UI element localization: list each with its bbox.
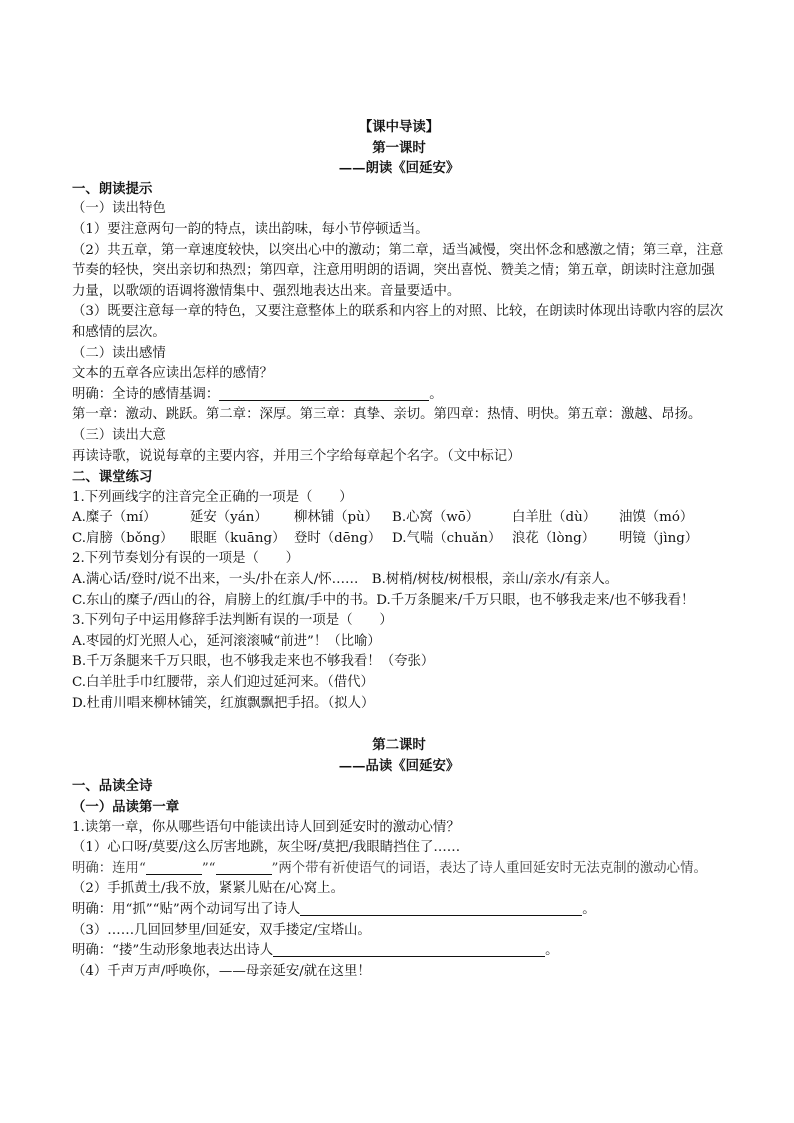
option: A.满心话/登时/说不出来，一头/扑在亲人/怀…… B.树梢/树枝/树根根，亲山/亲水/有亲人。 bbox=[72, 572, 619, 588]
document-page bbox=[72, 117, 726, 982]
option: 眼眶（kuāng） bbox=[190, 530, 286, 546]
answer-blank[interactable] bbox=[300, 900, 582, 916]
paragraph: 再读诗歌，说说每章的主要内容，并用三个字给每章起个名字。（文中标记） bbox=[72, 448, 521, 464]
option: C.肩膀（bǒng） bbox=[72, 530, 174, 546]
poem-line: （4）千声万声/呼唤你，——母亲延安/就在这里！ bbox=[72, 963, 371, 979]
lesson-title: 第二课时 bbox=[372, 737, 426, 754]
paragraph: （2）共五章，第一章速度较快，以突出心中的激动；第二章，适当减慢，突出怀念和感激之情；第三章，注意节奏的轻快，突出亲切和热烈；第四章，注意用明朗的语调，突出喜悦、赞美之情；第五章，朗读时注意加强力量，以歌颂的语调将激情集中、强烈地表达出来。音量要适中。 bbox=[72, 242, 724, 299]
option: 白羊肚（dù） bbox=[512, 510, 597, 526]
question: 2.下列节奏划分有误的一项是（ ） bbox=[72, 551, 300, 567]
poem-line: （2）手抓黄土/我不放，紧紧儿贴在/心窝上。 bbox=[72, 881, 344, 897]
option: 油馍（mó） bbox=[619, 510, 694, 526]
option: B.千万条腿来千万只眼，也不够我走来也不够我看！（夸张） bbox=[72, 654, 435, 670]
answer-blank[interactable] bbox=[216, 859, 272, 875]
answer-prefix: 明确：连用“ bbox=[72, 860, 146, 876]
option: D.气喘（chuǎn） bbox=[392, 530, 502, 546]
options-row bbox=[72, 508, 726, 529]
sub-heading: （一）品读第一章 bbox=[72, 799, 180, 815]
paragraph: （3）既要注意每一章的特色，又要注意整体上的联系和内容上的对照、比较，在朗读时体现出诗歌内容的层次和感情的层次。 bbox=[72, 304, 724, 340]
poem-line: （3）……几回回梦里/回延安，双手搂定/宝塔山。 bbox=[72, 922, 371, 938]
lesson-subtitle: ——朗读《回延安》 bbox=[338, 160, 460, 177]
question: 1.下列画线字的注音完全正确的一项是（ ） bbox=[72, 489, 353, 505]
answer-blank[interactable] bbox=[219, 385, 429, 401]
sub-heading: （一）读出特色 bbox=[72, 201, 166, 217]
sub-heading: （二）读出感情 bbox=[72, 345, 166, 361]
answer-prefix: 明确：用“抓”“贴”两个动词写出了诗人 bbox=[72, 901, 301, 917]
option: B.心窝（wō） bbox=[392, 510, 480, 526]
lesson-title: 第一课时 bbox=[372, 139, 426, 156]
poem-line: （1）心口呀/莫要/这么厉害地跳，灰尘呀/莫把/我眼睛挡住了…… bbox=[72, 840, 461, 856]
option: D.杜甫川唱来柳林铺笑，红旗飘飘把手招。（拟人） bbox=[72, 695, 375, 711]
answer-suffix: 。 bbox=[582, 901, 596, 917]
answer-suffix: 。 bbox=[545, 943, 559, 959]
answer-blank[interactable] bbox=[273, 941, 545, 957]
option: 浪花（lòng） bbox=[512, 530, 596, 546]
answer-prefix: 明确：全诗的感情基调： bbox=[72, 386, 220, 402]
option: C.东山的糜子/西山的谷，肩膀上的红旗/手中的书。D.千万条腿来/千万只眼，也不够我走来/也不够我看！ bbox=[72, 592, 695, 608]
section-title: 【课中导读】 bbox=[358, 119, 440, 135]
option: 柳林铺（pù） bbox=[294, 510, 379, 526]
question: 3.下列句子中运用修辞手法判断有误的一项是（ ） bbox=[72, 613, 393, 629]
option: 明镜（jìng） bbox=[619, 530, 699, 546]
option: A.糜子（mí） bbox=[72, 510, 157, 526]
question: 文本的五章各应读出怎样的感情？ bbox=[72, 366, 273, 382]
option: 登时（dēng） bbox=[294, 530, 382, 546]
heading-reading-tips: 一、朗读提示 bbox=[72, 180, 153, 197]
answer-blank[interactable] bbox=[146, 859, 202, 875]
option: A.枣园的灯光照人心，延河滚滚喊“前进”！（比喻） bbox=[72, 633, 381, 649]
answer-line bbox=[72, 385, 726, 406]
answer-prefix: 明确：“搂”生动形象地表达出诗人 bbox=[72, 943, 274, 959]
option: 延安（yán） bbox=[190, 510, 268, 526]
answer-text: ”两个带有祈使语气的词语，表达了诗人重回延安时无法克制的激动心情。 bbox=[271, 860, 707, 876]
options-row bbox=[72, 529, 726, 550]
lesson-subtitle: ——品读《回延安》 bbox=[338, 757, 460, 774]
heading-poem-reading: 一、品读全诗 bbox=[72, 778, 153, 795]
sub-heading: （三）读出大意 bbox=[72, 427, 166, 443]
answer-line bbox=[72, 859, 726, 880]
heading-practice: 二、课堂练习 bbox=[72, 469, 153, 486]
question: 1.读第一章，你从哪些语句中能读出诗人回到延安时的激动心情？ bbox=[72, 819, 460, 835]
option: C.白羊肚手巾红腰带，亲人们迎过延河来。（借代） bbox=[72, 675, 374, 691]
paragraph: 第一章：激动、跳跃。第二章：深厚。第三章：真挚、亲切。第四章：热情、明快。第五章：激越、昂扬。 bbox=[72, 407, 702, 423]
paragraph: （1）要注意两句一韵的特点，读出韵味，每小节停顿适当。 bbox=[72, 221, 429, 237]
answer-line bbox=[72, 900, 726, 921]
answer-line bbox=[72, 941, 726, 962]
answer-suffix: 。 bbox=[429, 386, 443, 402]
answer-text: ”“ bbox=[201, 860, 216, 876]
